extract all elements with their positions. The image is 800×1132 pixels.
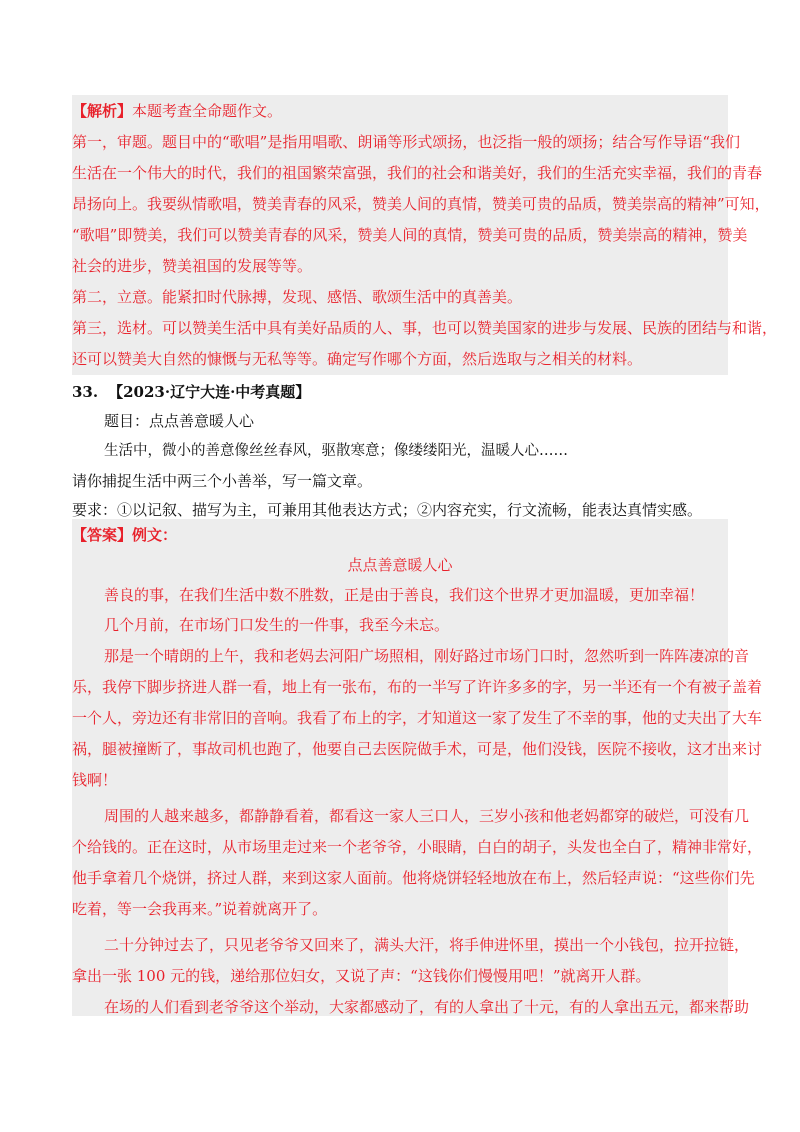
analysis-line: 第一，审题。题目中的“歌唱”是指用唱歌、朗诵等形式颂扬，也泛指一般的颂扬；结合写作导语“我们	[72, 133, 741, 151]
essay-line: 他手拿着几个烧饼，挤过人群，来到这家人面前。他将烧饼轻轻地放在布上，然后轻声说：“这些你们先	[72, 869, 755, 887]
question-number: 33.	[72, 383, 99, 401]
analysis-heading: 【解析】本题考查全命题作文。	[72, 102, 283, 120]
analysis-line: “歌唱”即赞美，我们可以赞美青春的风采，赞美人间的真情，赞美可贵的品质，赞美崇高的精神，赞美	[72, 226, 748, 244]
analysis-line: 社会的进步，赞美祖国的发展等等。	[72, 257, 313, 275]
essay-line: 钱啊！	[72, 771, 118, 789]
essay-line: 吃着，等一会我再来。”说着就离开了。	[72, 900, 328, 918]
essay-line: 几个月前，在市场门口发生的一件事，我至今未忘。	[104, 616, 450, 634]
question-prompt: 生活中，微小的善意像丝丝春风，驱散寒意；像缕缕阳光，温暖人心……	[104, 443, 568, 459]
analysis-line: 第二，立意。能紧扣时代脉搏，发现、感悟、歌颂生活中的真善美。	[72, 288, 523, 306]
essay-line: 周围的人越来越多，都静静看着，都看这一家人三口人，三岁小孩和他老妈都穿的破烂，可没有几	[104, 807, 750, 825]
question-section	[72, 376, 728, 521]
question-instruction: 请你捕捉生活中两三个小善举，写一篇文章。	[72, 472, 373, 490]
essay-line: 乐，我停下脚步挤进人群一看，地上有一张布，布的一半写了许许多多的字，另一半还有一个有被子盖着	[72, 678, 763, 696]
question-requirement: 要求：①以记叙、描写为主，可兼用其他表达方式；②内容充实，行文流畅，能表达真情实感。	[72, 501, 703, 519]
analysis-line: 昂扬向上。我要纵情歌唱，赞美青春的风采，赞美人间的真情，赞美可贵的品质，赞美崇高的精神”可知，	[72, 195, 770, 213]
essay-line: 那是一个晴朗的上午，我和老妈去河阳广场照相，刚好路过市场门口时，忽然听到一阵阵凄凉的音	[104, 647, 750, 665]
question-title: 题目：点点善意暖人心	[104, 412, 255, 430]
answer-section	[72, 519, 763, 1016]
analysis-section	[72, 95, 778, 375]
essay-line: 一个人，旁边还有非常旧的音响。我看了布上的字，才知道这一家了发生了不幸的事，他的丈夫出了大车	[72, 709, 763, 727]
question-header	[72, 376, 310, 408]
essay-line: 二十分钟过去了，只见老爷爷又回来了，满头大汗，将手伸进怀里，摸出一个小钱包，拉开拉链，	[104, 936, 750, 954]
essay-line: 在场的人们看到老爷爷这个举动，大家都感动了，有的人拿出了十元，有的人拿出五元，都来帮助	[104, 998, 750, 1016]
analysis-heading-text: 本题考查全命题作文。	[132, 102, 283, 120]
essay-line: 祸，腿被撞断了，事故司机也跑了，他要自己去医院做手术，可是，他们没钱，医院不接收，这才出来讨	[72, 740, 763, 758]
analysis-line: 生活在一个伟大的时代，我们的祖国繁荣富强，我们的社会和谐美好，我们的生活充实幸福，我们的青春	[72, 164, 763, 182]
answer-label: 【答案】例文：	[72, 526, 178, 544]
essay-line: 个给钱的。正在这时，从市场里走过来一个老爷爷，小眼睛，白白的胡子，头发也全白了，精神非常好，	[72, 838, 763, 856]
question-source: 【2023·辽宁大连·中考真题】	[108, 383, 311, 401]
analysis-line: 第三，选材。可以赞美生活中具有美好品质的人、事，也可以赞美国家的进步与发展、民族的团结与和谐，	[72, 319, 778, 337]
analysis-line: 还可以赞美大自然的慷慨与无私等等。确定写作哪个方面，然后选取与之相关的材料。	[72, 350, 643, 368]
essay-line: 拿出一张 100 元的钱，递给那位妇女，又说了声：“这钱你们慢慢用吧！”就离开人群。	[72, 967, 651, 985]
essay-title: 点点善意暖人心	[347, 556, 453, 574]
essay-line: 善良的事，在我们生活中数不胜数，正是由于善良，我们这个世界才更加温暖，更加幸福！	[104, 586, 705, 604]
